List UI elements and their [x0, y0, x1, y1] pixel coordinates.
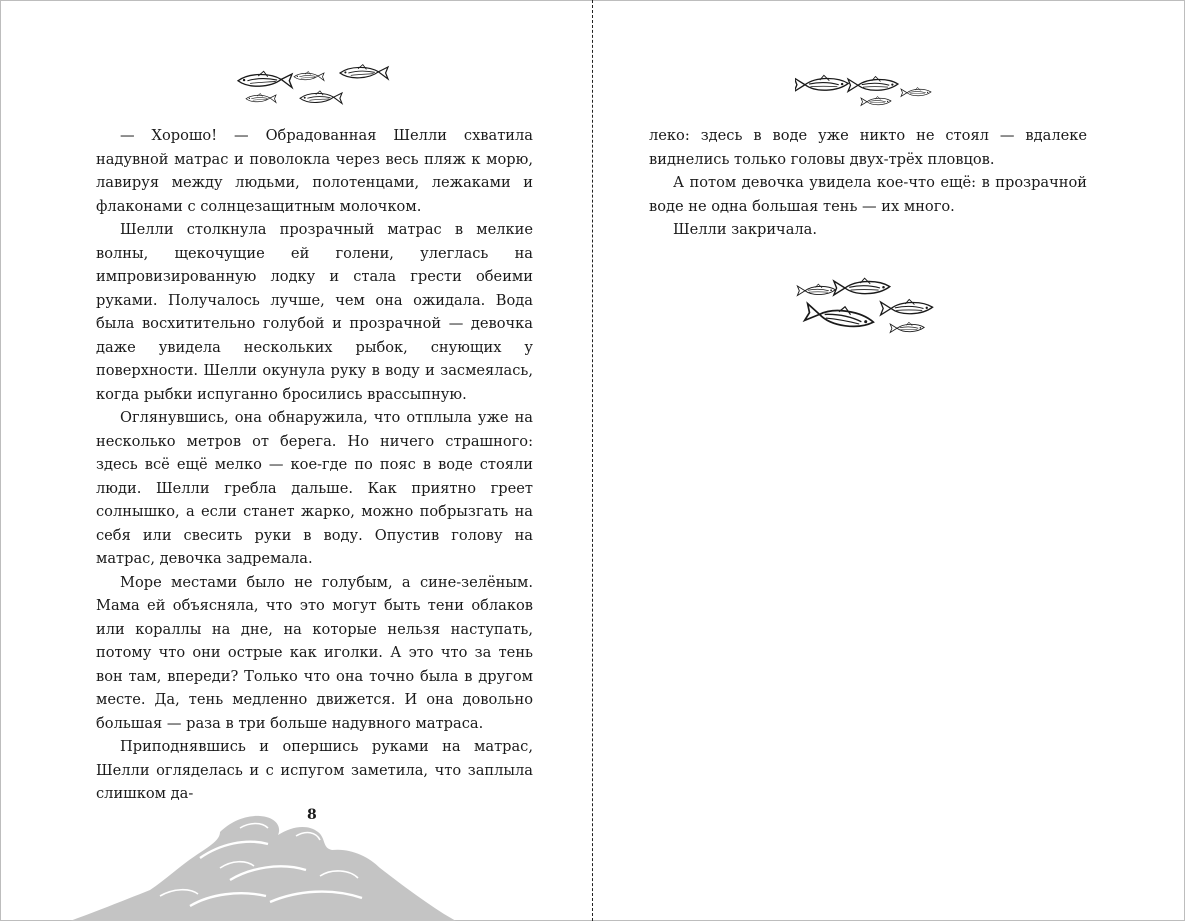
paragraph-continuation: леко: здесь в воде уже никто не стоял — вдалеке виднелись только головы двух-трёх пловцов.: [649, 127, 1087, 168]
fish-school-icon: [232, 62, 397, 112]
paragraph: Приподнявшись и опершись руками на матрас, Шелли огляделась и с испугом заметила, что заплыла слишком да-: [96, 738, 533, 802]
left-page: [0, 0, 592, 921]
paragraph: Оглянувшись, она обнаружила, что отплыла уже на несколько метров от берега. Но ничего страшного: здесь всё ещё мелко — кое-где по пояс в воде стояли люди. Шелли гребла дальше. Как приятно греет солнышко, а если станет жарко, можно побрызгать на себя или свесить руки в воду. Опустив голову на матрас, девочка задремала.: [96, 409, 533, 567]
fish-school-icon: [795, 70, 940, 112]
paragraph: Шелли закричала.: [673, 221, 818, 238]
paragraph: Шелли столкнула прозрачный матрас в мелкие волны, щекочущие ей голени, улеглась на импровизированную лодку и стала грести обеими руками. Получалось лучше, чем она ожидала. Вода была восхитительно голубой и прозрачной — девочка даже увидела нескольких рыбок, снующих у поверхности. Шелли окунула руку в воду и засмеялась, когда рыбки испуганно бросились врассыпную.: [96, 221, 533, 403]
right-page-text: [649, 124, 1087, 242]
left-page-text: [96, 124, 533, 806]
right-page: [593, 0, 1185, 921]
ocean-waves-icon: [70, 810, 470, 921]
page-number: 8: [307, 807, 317, 823]
paragraph: Море местами было не голубым, а сине-зелёным. Мама ей объясняла, что это могут быть тени облаков или кораллы на дне, на которые нельзя наступать, потому что они острые как иголки. А это что за тень вон там, впереди? Только что она точно была в другом месте. Да, тень медленно движется. И она довольно большая — раза в три больше надувного матраса.: [96, 573, 533, 732]
paragraph: — Хорошо! — Обрадованная Шелли схватила надувной матрас и поволокла через весь пляж к морю, лавируя между людьми, полотенцами, лежаками и флаконами с солнцезащитным молочком.: [96, 127, 533, 215]
fish-school-icon: [795, 276, 945, 340]
paragraph: А потом девочка увидела кое-что ещё: в прозрачной воде не одна большая тень — их много.: [649, 174, 1087, 215]
